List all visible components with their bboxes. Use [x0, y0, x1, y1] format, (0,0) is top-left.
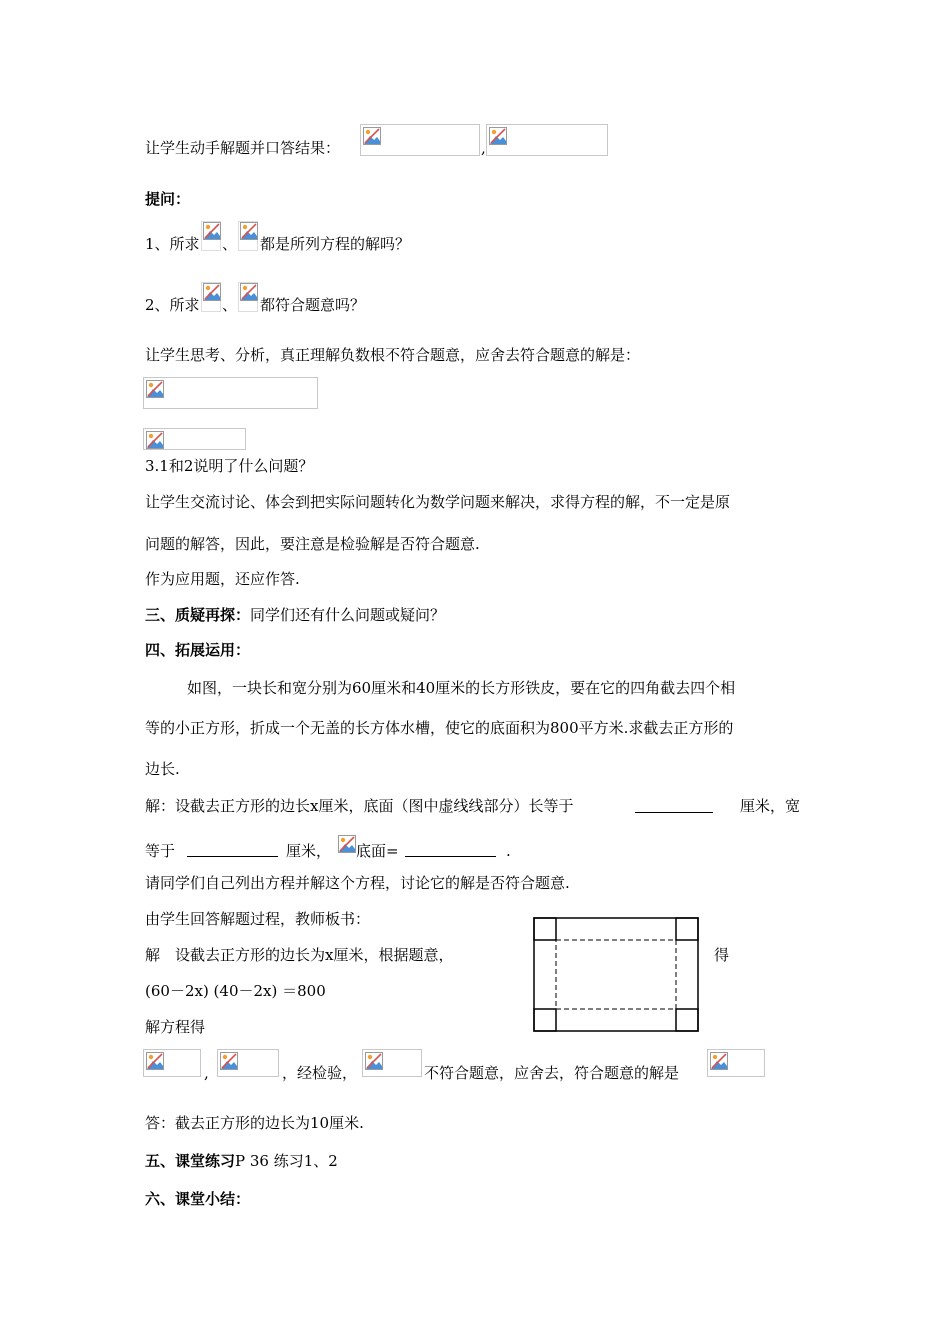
- broken-image-icon: [710, 1052, 728, 1070]
- broken-image-icon: [338, 835, 356, 853]
- q1-suffix: 都是所列方程的解吗？: [260, 235, 411, 253]
- result-text: 不符合题意，应舍去，符合题意的解是: [424, 1064, 680, 1082]
- de-text: 得: [714, 946, 730, 964]
- broken-image-icon: [363, 127, 381, 145]
- comma: ,: [481, 139, 486, 157]
- image-placeholder: [143, 428, 246, 450]
- area-label: 底面=: [356, 842, 399, 860]
- section-5: 五、课堂练习P 36 练习1、2: [145, 1152, 338, 1170]
- image-placeholder: [486, 124, 608, 156]
- broken-image-icon: [146, 1052, 164, 1070]
- image-placeholder: [238, 221, 258, 251]
- sheet-diagram: [533, 917, 699, 1032]
- image-placeholder: [143, 377, 318, 409]
- broken-image-icon: [203, 283, 221, 301]
- discussion-line-1: 让学生交流讨论、体会到把实际问题转化为数学问题来解决，求得方程的解，不一定是原: [145, 493, 731, 511]
- broken-image-icon: [146, 431, 164, 449]
- answer-text: 答：截去正方形的边长为10厘米.: [145, 1114, 364, 1132]
- solution-suffix: 厘米，宽: [740, 797, 801, 815]
- image-placeholder: [338, 835, 356, 855]
- q2-sep: 、: [222, 296, 238, 314]
- section-3: 三、质疑再探：同学们还有什么问题或疑问？: [145, 606, 446, 624]
- line-instruction: 让学生动手解题并口答结果：: [145, 139, 341, 157]
- broken-image-icon: [146, 380, 164, 398]
- broken-image-icon: [240, 222, 258, 240]
- comma: ,: [204, 1064, 209, 1082]
- length-blank: [635, 796, 713, 813]
- problem-line-1: 如图，一块长和宽分别为60厘米和40厘米的长方形铁皮，要在它的四角截去四个相: [187, 679, 736, 697]
- image-placeholder: [238, 282, 258, 312]
- jie-text: 解 设截去正方形的边长为x厘米，根据题意，: [145, 946, 454, 964]
- q2-prefix: 2、所求: [145, 296, 200, 314]
- ask-text: 请同学们自己列出方程并解这个方程，讨论它的解是否符合题意.: [145, 874, 570, 892]
- solution-text: 解：设截去正方形的边长x厘米，底面（图中虚线线部分）长等于: [145, 797, 574, 815]
- width-prefix: 等于: [145, 842, 176, 860]
- section-6-title: 六、课堂小结：: [145, 1190, 251, 1208]
- outer-rectangle: [534, 918, 698, 1031]
- image-placeholder: [143, 1049, 201, 1077]
- problem-line-2: 等的小正方形，折成一个无盖的长方体水槽，使它的底面积为800平方米.求截去正方形的: [145, 719, 734, 737]
- image-placeholder: [707, 1049, 765, 1077]
- check-text: ，经检验，: [282, 1064, 358, 1082]
- q3-text: 3.1和2说明了什么问题？: [145, 457, 314, 475]
- q1-prefix: 1、所求: [145, 235, 200, 253]
- image-placeholder: [201, 221, 221, 251]
- image-placeholder: [201, 282, 221, 312]
- area-blank: [405, 840, 496, 857]
- think-text: 让学生思考、分析，真正理解负数根不符合题意，应舍去符合题意的解是：: [145, 346, 641, 364]
- broken-image-icon: [203, 222, 221, 240]
- width-unit: 厘米，: [286, 842, 332, 860]
- teacher-text: 由学生回答解题过程，教师板书：: [145, 910, 371, 928]
- period: .: [506, 842, 511, 860]
- heading-question: 提问：: [145, 190, 191, 208]
- discussion-line-2: 问题的解答，因此，要注意是检验解是否符合题意.: [145, 535, 480, 553]
- image-placeholder: [360, 124, 480, 156]
- q1-sep: 、: [222, 235, 238, 253]
- broken-image-icon: [365, 1052, 383, 1070]
- problem-line-3: 边长.: [145, 760, 180, 778]
- solve-text: 解方程得: [145, 1018, 206, 1036]
- image-placeholder: [362, 1049, 422, 1077]
- width-blank: [187, 840, 278, 857]
- application-text: 作为应用题，还应作答.: [145, 570, 300, 588]
- section-4-title: 四、拓展运用：: [145, 641, 251, 659]
- broken-image-icon: [240, 283, 258, 301]
- equation: (60－2x) (40－2x) ＝800: [145, 982, 326, 1000]
- q2-suffix: 都符合题意吗？: [260, 296, 366, 314]
- broken-image-icon: [220, 1052, 238, 1070]
- image-placeholder: [217, 1049, 279, 1077]
- broken-image-icon: [489, 127, 507, 145]
